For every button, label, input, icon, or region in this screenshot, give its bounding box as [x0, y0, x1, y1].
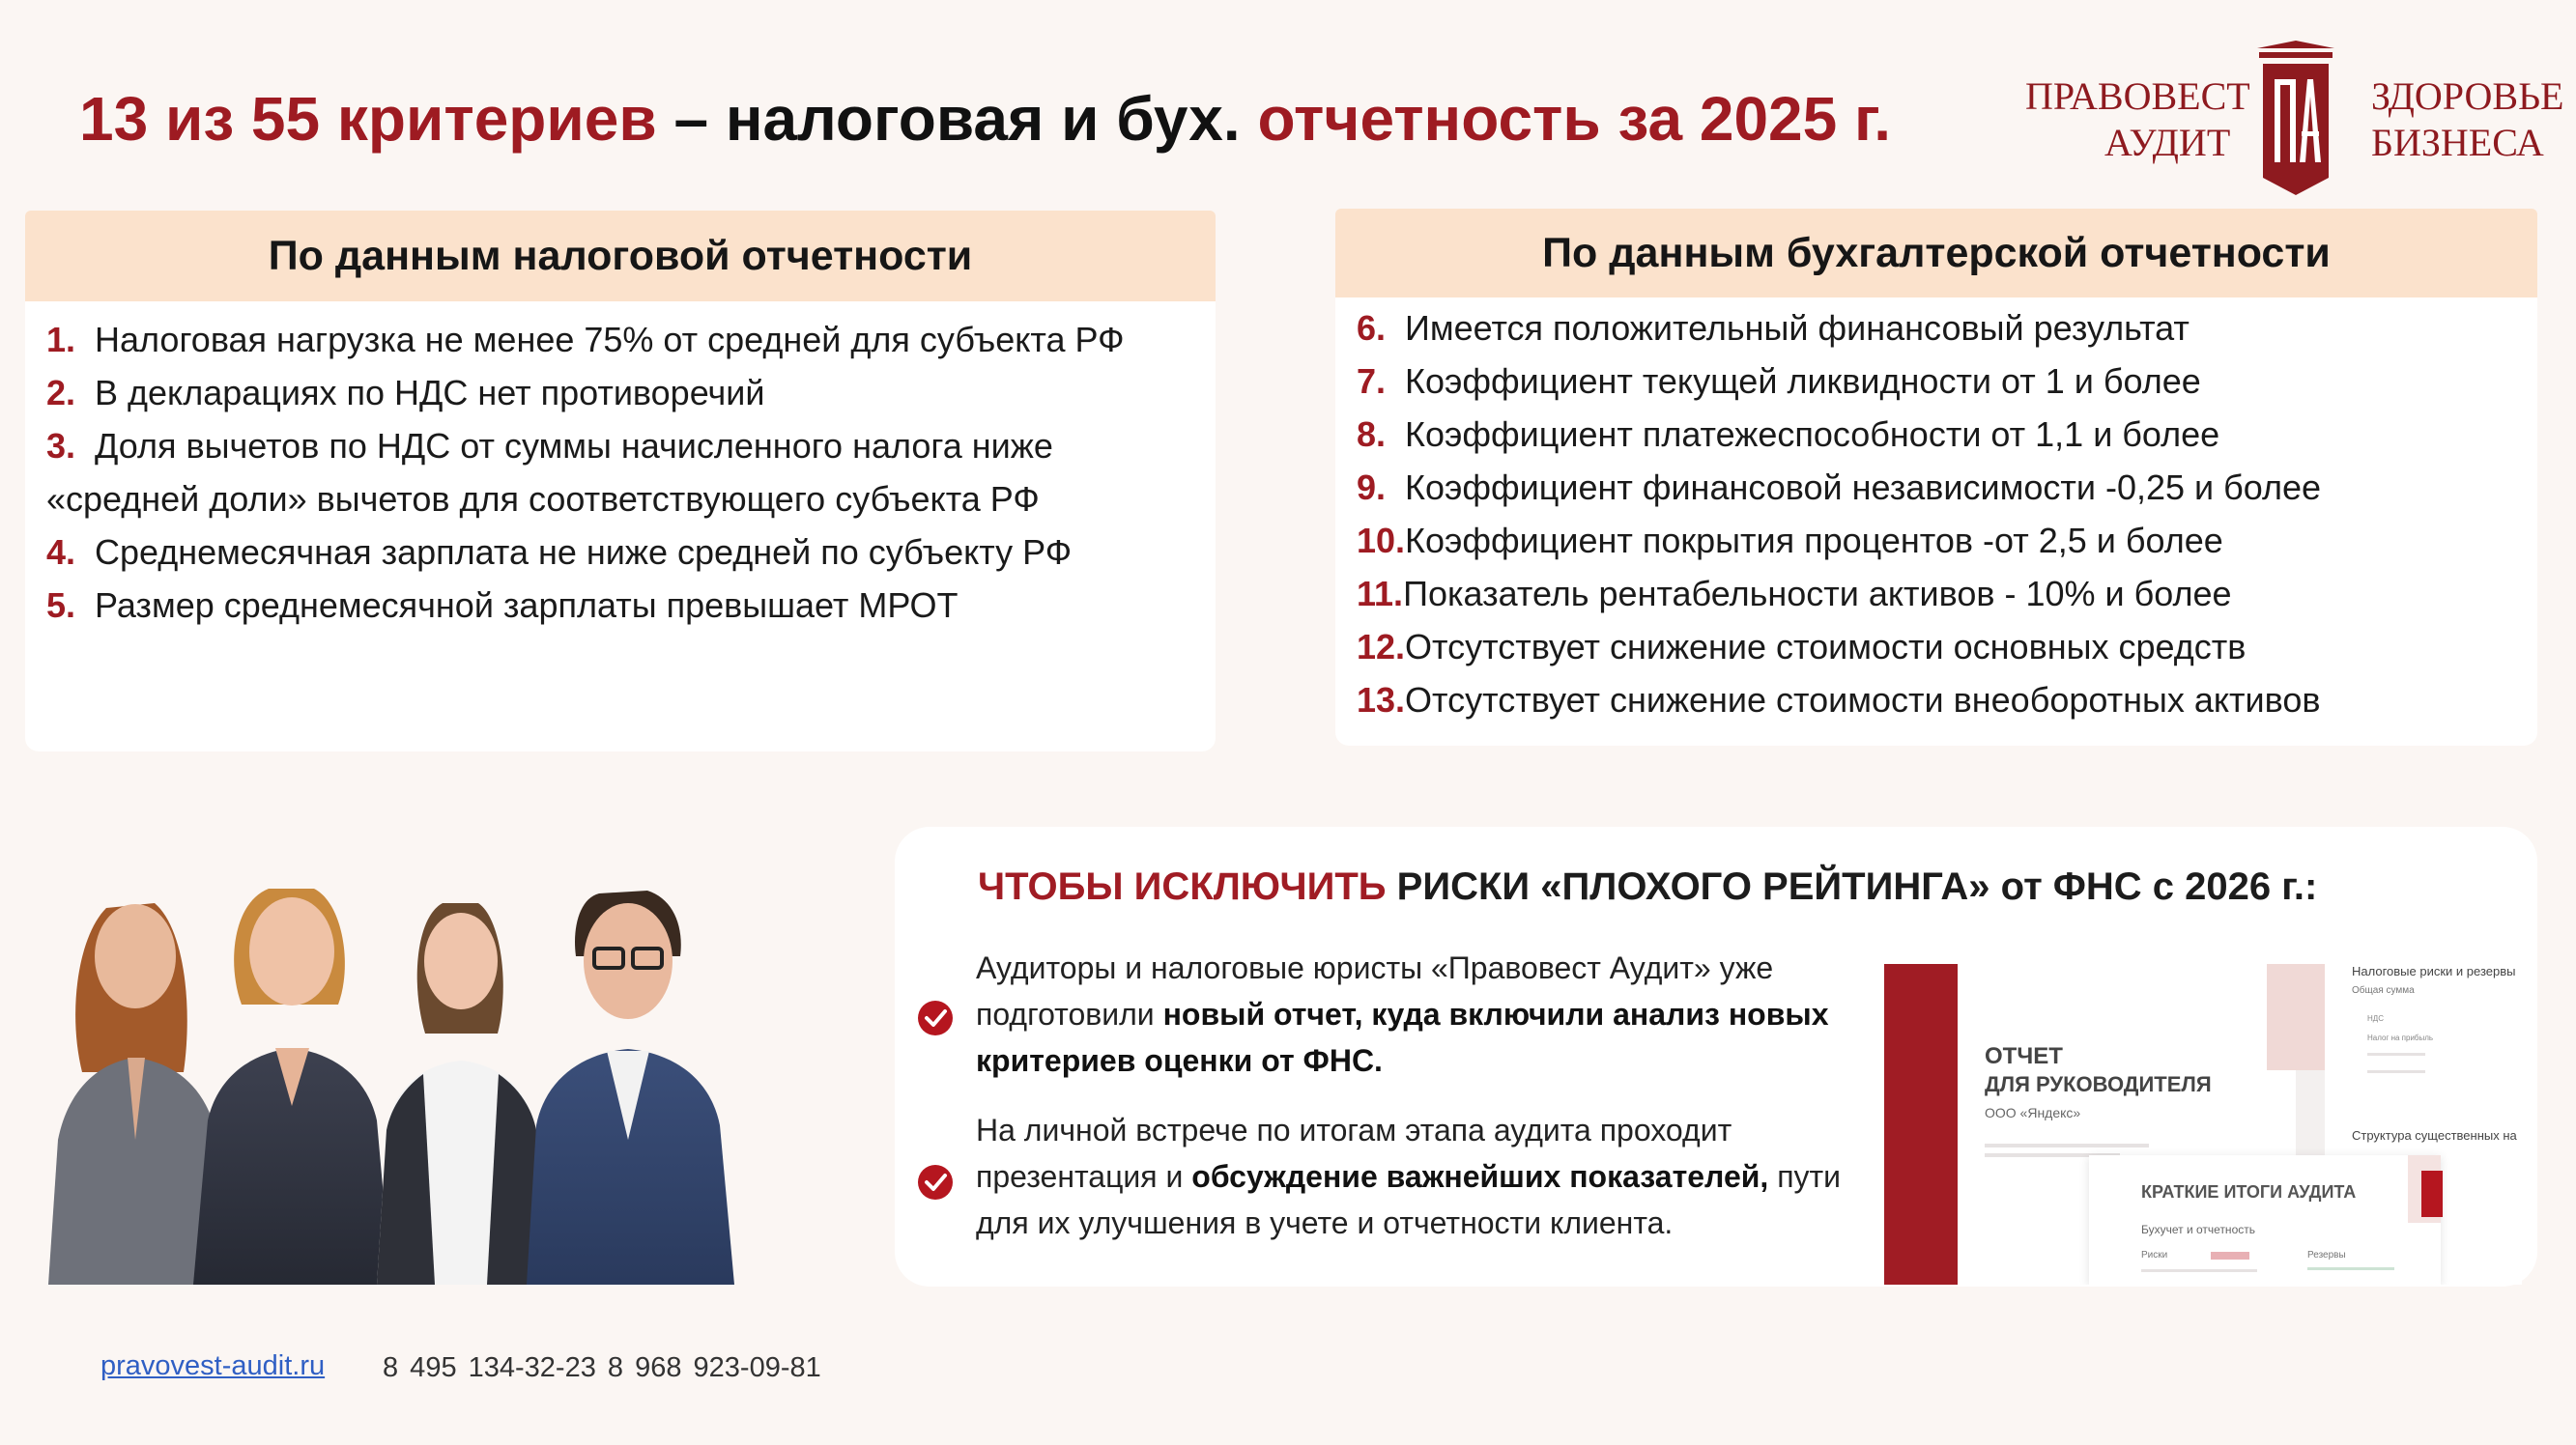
website-link[interactable]: pravovest-audit.ru	[100, 1350, 326, 1381]
acc-criterion-8: 8. Коэффициент платежеспособности от 1,1 и более	[1357, 414, 2220, 454]
report-card-col-2: Резервы	[2307, 1250, 2346, 1261]
tax-criterion-5: 5. Размер среднемесячной зарплаты превышает МРОТ	[46, 585, 959, 625]
report-side-sub-1: Общая сумма	[2352, 985, 2415, 996]
report-preview	[1884, 964, 2522, 1285]
report-summary-card	[2089, 1155, 2441, 1285]
check-circle-icon	[916, 1163, 955, 1202]
acc-criterion-6: 6. Имеется положительный финансовый результат	[1357, 308, 2190, 348]
tax-criterion-3: 3. Доля вычетов по НДС от суммы начисленного налога ниже «средней доли» вычетов для соответствующего субъекта РФ	[46, 426, 1053, 519]
tax-criterion-2: 2. В декларациях по НДС нет противоречий	[46, 373, 765, 412]
report-side-row-1: НДС	[2367, 1014, 2384, 1023]
promo-card	[895, 827, 2537, 1287]
logo-monogram-icon	[2255, 39, 2336, 201]
page-title	[79, 83, 1891, 155]
tax-criteria-panel	[25, 211, 1216, 751]
team-photo	[39, 850, 850, 1285]
acc-criterion-9: 9. Коэффициент финансовой независимости -0,25 и более	[1357, 468, 2322, 507]
title-part-3: отчетность за 2025 г.	[1257, 84, 1892, 154]
accounting-criteria-list	[1357, 301, 2321, 726]
report-card-sub: Бухучет и отчетность	[2141, 1223, 2255, 1236]
promo-paragraph-1: Аудиторы и налоговые юристы «Правовест Аудит» уже подготовили новый отчет, куда включили анализ новых критериев оценки от ФНС.	[976, 950, 1829, 1078]
check-circle-icon	[916, 999, 955, 1037]
report-title-2: ДЛЯ РУКОВОДИТЕЛЯ	[1985, 1072, 2212, 1096]
report-title-1: ОТЧЕТ	[1985, 1043, 2063, 1069]
contact-phones: 8 495 134-32-23 8 968 923-09-81	[383, 1352, 821, 1383]
logo-text-right-2: БИЗНЕСА	[2371, 121, 2544, 164]
title-part-1: 13 из 55 критериев	[79, 84, 657, 154]
tax-criterion-4: 4. Среднемесячная зарплата не ниже средней по субъекту РФ	[46, 532, 1073, 572]
report-card-col-1: Риски	[2141, 1250, 2168, 1261]
report-card-title: КРАТКИЕ ИТОГИ АУДИТА	[2141, 1182, 2357, 1202]
acc-criterion-11: 11.Показатель рентабельности активов - 10% и более	[1357, 574, 2232, 613]
acc-criterion-7: 7. Коэффициент текущей ликвидности от 1 и более	[1357, 361, 2201, 401]
title-part-2: – налоговая и бух.	[656, 84, 1258, 154]
logo-text-left-2: АУДИТ	[2104, 121, 2231, 164]
acc-criterion-13: 13.Отсутствует снижение стоимости внеоборотных активов	[1357, 680, 2321, 720]
promo-heading: ЧТОБЫ ИСКЛЮЧИТЬ РИСКИ «ПЛОХОГО РЕЙТИНГА» от ФНС с 2026 г.:	[978, 865, 2318, 908]
person-2	[193, 889, 391, 1285]
report-side-title-1: Налоговые риски и резервы	[2352, 964, 2516, 978]
report-side-row-2: Налог на прибыль	[2367, 1034, 2434, 1042]
report-company: ООО «Яндекс»	[1985, 1105, 2081, 1120]
accounting-panel-heading: По данным бухгалтерской отчетности	[1335, 209, 2537, 298]
company-logo	[2025, 39, 2564, 203]
tax-panel-heading: По данным налоговой отчетности	[25, 211, 1216, 301]
tax-criteria-list	[46, 313, 1125, 632]
report-side-title-2: Структура существенных на	[2352, 1128, 2517, 1143]
acc-criterion-12: 12.Отсутствует снижение стоимости основных средств	[1357, 627, 2247, 666]
logo-text-right-1: ЗДОРОВЬЕ	[2371, 74, 2564, 118]
tax-criterion-1: 1. Налоговая нагрузка не менее 75% от средней для субъекта РФ	[46, 320, 1125, 359]
promo-paragraph-2: На личной встрече по итогам этапа аудита проходит презентация и обсуждение важнейших показателей, пути для их улучшения в учете и отчетности клиента.	[976, 1113, 1842, 1240]
accounting-criteria-panel	[1335, 209, 2537, 746]
person-4	[527, 891, 734, 1285]
logo-text-left-1: ПРАВОВЕСТ	[2025, 74, 2250, 118]
acc-criterion-10: 10.Коэффициент покрытия процентов -от 2,5 и более	[1357, 521, 2223, 560]
person-3	[377, 903, 546, 1285]
